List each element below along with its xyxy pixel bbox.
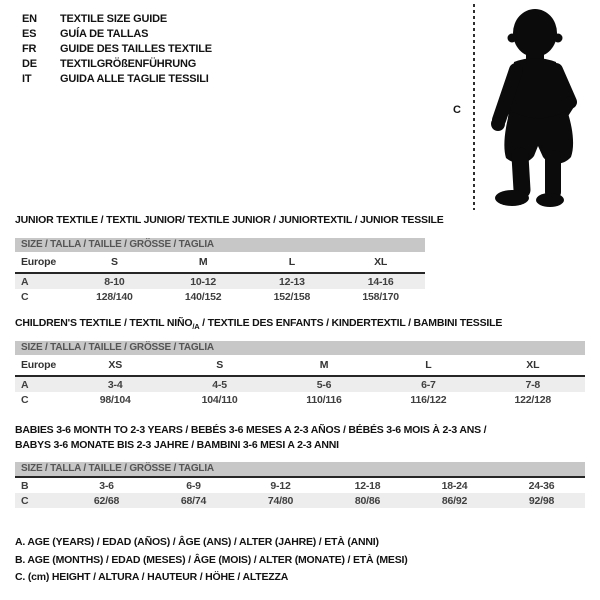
height-reference-line [473,4,475,210]
value-cell: 10-12 [190,275,217,288]
language-code: DE [22,58,37,70]
size-cell: XL [526,359,540,371]
value-cell: 86/92 [441,494,468,507]
footnote-b: B. AGE (MONTHS) / EDAD (MESES) / ÂGE (MOIS) / ALTER (MONATE) / ETÀ (MESI) [15,553,408,566]
value-cell: 158/170 [362,290,399,303]
height-label: C [453,104,461,116]
language-title: GUÍA DE TALLAS [60,28,149,40]
row-label: B [21,479,29,492]
babies-size-table [15,462,585,508]
row-label: C [21,393,29,406]
value-cell: 152/158 [273,290,311,303]
value-cell: 74/80 [267,494,294,507]
value-cell: 104/110 [201,393,238,406]
value-cell: 4-5 [212,378,227,391]
value-cell: 5-6 [316,378,332,391]
title-text: CHILDREN'S TEXTILE / TEXTIL NIÑO [15,317,193,329]
language-code: EN [22,13,37,25]
row-label: A [21,378,29,391]
footnote-legend [15,534,408,587]
value-cell: 9-12 [270,479,291,492]
table-row-a [15,377,585,392]
row-label: Europe [21,359,56,371]
size-cell: M [198,256,208,268]
language-code: FR [22,43,37,55]
value-cell: 116/122 [410,393,447,406]
language-list [22,12,212,87]
row-label: C [21,494,29,507]
row-label: Europe [21,256,56,268]
table-row-units [15,355,585,375]
value-cell: 7-8 [525,378,541,391]
value-cell: 80/86 [354,494,381,507]
table-row-c [15,493,585,508]
section-title-babies [15,423,486,453]
value-cell: 140/152 [184,290,222,303]
value-cell: 92/98 [528,494,555,507]
title-text: / TEXTILE DES ENFANTS / KINDERTEXTIL / BAMBINI TESSILE [199,317,503,329]
language-title: TEXTILGRÖßENFÜHRUNG [60,58,197,70]
table-row-c [15,392,585,407]
value-cell: 14-16 [367,275,394,288]
title-subscript: /A [192,322,200,332]
language-code: ES [22,28,37,40]
language-row-fr [22,42,212,57]
section-title-children [15,316,502,334]
language-row-de [22,57,212,72]
value-cell: 110/116 [306,393,342,406]
value-cell: 3-6 [99,479,114,492]
value-cell: 6-9 [186,479,201,492]
row-label: C [21,290,29,303]
value-cell: 128/140 [96,290,133,303]
value-cell: 62/68 [93,494,120,507]
value-cell: 24-36 [528,479,555,492]
size-cell: L [288,256,295,268]
footnote-a: A. AGE (YEARS) / EDAD (AÑOS) / ÂGE (ANS) / ALTER (JAHRE) / ETÀ (ANNI) [15,536,379,548]
section-title-junior: JUNIOR TEXTILE / TEXTIL JUNIOR/ TEXTILE JUNIOR / JUNIORTEXTIL / JUNIOR TESSILE [15,214,444,226]
size-header-bar: SIZE / TALLA / TAILLE / GRÖSSE / TAGLIA [15,341,585,355]
language-code: IT [22,73,32,85]
value-cell: 98/104 [99,393,131,406]
children-size-table [15,341,585,407]
row-label: A [21,275,29,288]
junior-size-table [15,238,425,304]
table-row-a [15,274,425,289]
table-row-c [15,289,425,304]
value-cell: 8-10 [104,275,125,288]
size-cell: XL [374,256,388,268]
size-cell: S [216,359,223,371]
size-cell: L [425,359,432,371]
title-line-2: BABYS 3-6 MONATE BIS 2-3 JAHRE / BAMBINI 3-6 MESI A 2-3 ANNI [15,439,339,451]
table-row-b [15,478,585,493]
size-cell: S [110,256,118,268]
language-row-it [22,72,212,87]
language-title: GUIDA ALLE TAGLIE TESSILI [60,73,209,85]
value-cell: 12-13 [278,275,305,288]
value-cell: 68/74 [180,494,207,507]
language-row-en [22,12,212,27]
language-row-es [22,27,212,42]
footnote-c: C. (cm) HEIGHT / ALTURA / HAUTEUR / HÖHE / ALTEZZA [15,571,289,583]
value-cell: 122/128 [514,393,552,406]
value-cell: 12-18 [354,479,381,492]
value-cell: 18-24 [441,479,468,492]
size-cell: XS [108,359,122,371]
value-cell: 6-7 [421,378,436,391]
language-title: GUIDE DES TAILLES TEXTILE [60,43,212,55]
size-header-bar: SIZE / TALLA / TAILLE / GRÖSSE / TAGLIA [15,238,425,252]
value-cell: 3-4 [107,378,123,391]
title-line-1: BABIES 3-6 MONTH TO 2-3 YEARS / BEBÉS 3-6 MESES A 2-3 AÑOS / BÉBÉS 3-6 MOIS À 2-3 ANS / [15,424,487,436]
size-header-bar: SIZE / TALLA / TAILLE / GRÖSSE / TAGLIA [15,462,585,476]
language-title: TEXTILE SIZE GUIDE [60,13,168,25]
size-cell: M [319,359,329,371]
baby-silhouette [482,5,594,207]
table-row-units [15,252,425,272]
